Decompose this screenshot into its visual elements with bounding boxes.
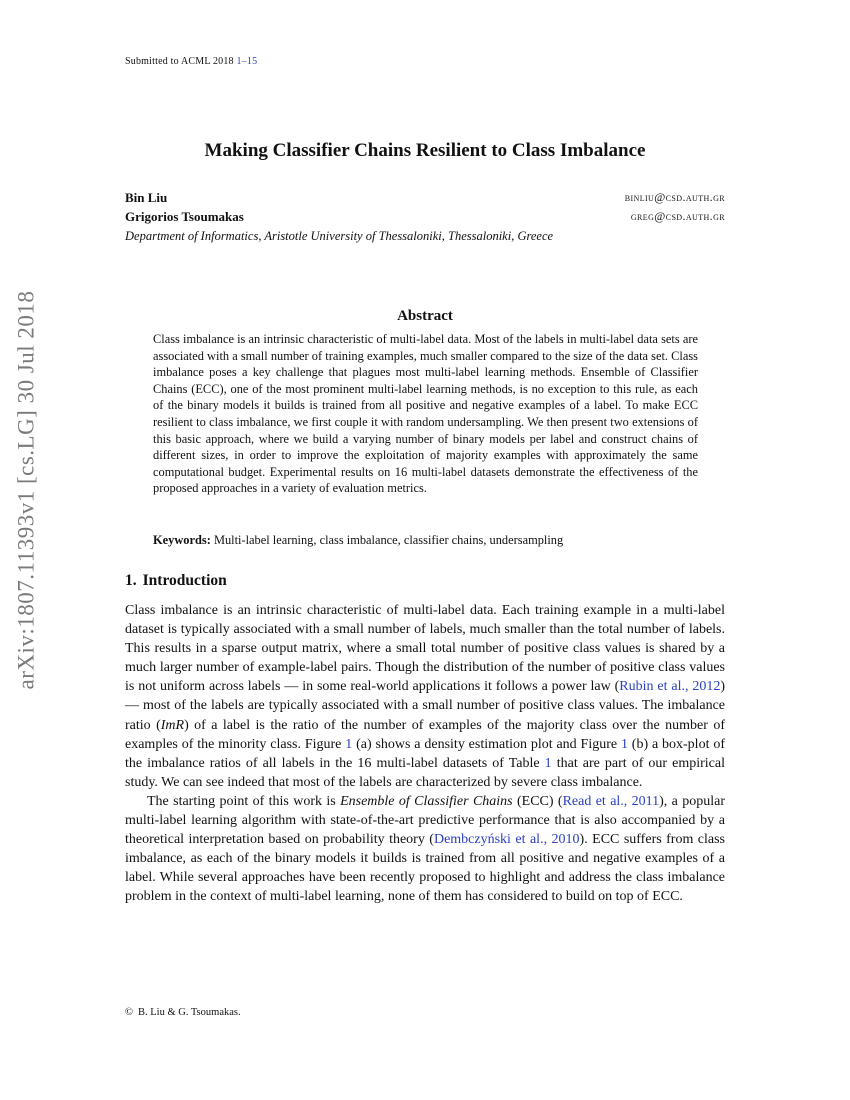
page-range-link[interactable]: 1–15 [236,56,258,67]
section-heading-introduction [125,572,227,590]
footer-copyright [125,1007,241,1018]
author-name: Grigorios Tsoumakas [125,209,244,224]
text-run: ), a popular multi-label learning algorithm with state-of-the-art predictive performance that is also accompanied by a theoretical interpretation based on probability theory ( [125,793,726,848]
text-run: (ECC) ( [512,793,563,809]
citation-rubin-link[interactable]: Rubin et al., 2012 [619,679,721,695]
section-number: 1. [125,572,137,589]
arxiv-stamp [2,290,50,690]
text-run: ) — most of the labels are typically associated with a small number of positive class values. The imbalance ratio ( [125,679,725,733]
abstract-body: Class imbalance is an intrinsic characteristic of multi-label data. Most of the labels in multi-label data sets are associated with a small number of training examples, much smaller compared to the size of the data set. Class imbalance poses a key challenge that plagues most multi-label learning methods. Ensemble of Classifier Chains (ECC), one of the most prominent multi-label learning methods, is no exception to this rule, as each of the binary models it builds is trained from all positive and negative examples of a label. To make ECC resilient to class imbalance, we first couple it with random undersampling. We then present two extensions of this basic approach, where we build a varying number of binary models per label and construct chains of different sizes, in order to improve the exploitation of majority examples with approximately the same computational budget. Experimental results on 16 multi-label datasets demonstrate the effectiveness of the proposed approaches in a variety of evaluation metrics. [153,332,698,496]
figure-1-link[interactable]: 1 [620,736,628,752]
submitted-text: Submitted to ACML 2018 [125,56,234,67]
intro-paragraph-1 [125,601,725,792]
text-run: ). ECC suffers from class imbalance, as each of the binary models it builds is trained from all positive and negative examples of a label. While several approaches have been recently proposed to highlight and address the class imbalance problem in the context of multi-label learning, none of them has considered to build on top of ECC. [125,832,726,905]
intro-paragraph-2 [125,792,725,907]
keywords-list: Multi-label learning, class imbalance, classifier chains, undersampling [213,533,564,547]
introduction-body [125,601,725,907]
keywords-line [153,532,698,549]
arxiv-id-text: arXiv:1807.11393v1 [cs.LG] 30 Jul 2018 [13,290,39,690]
affiliation: Department of Informatics, Aristotle University of Thessaloniki, Thessaloniki, Greece [125,229,554,243]
author-name: Bin Liu [125,190,168,205]
header-note [125,56,257,67]
author-row-1 [125,190,725,206]
author-email: greg@csd.auth.gr [630,209,725,223]
text-run: (a) shows a density estimation plot and Figure [352,736,621,752]
ecc-emphasis: Ensemble of Classifier Chains [340,793,513,809]
table-1-link[interactable]: 1 [544,755,552,771]
keywords-label: Keywords: [153,533,211,547]
author-email: binliu@csd.auth.gr [624,190,725,204]
copyright-icon: © [125,1007,133,1018]
text-run: that are part of our empirical study. We can see indeed that most of the labels are characterized by severe class imbalance. [125,755,725,790]
author-row-2 [125,209,725,225]
abstract-heading: Abstract [397,308,453,324]
figure-1-link[interactable]: 1 [345,736,353,752]
imr-math: ImR [160,717,185,733]
citation-read-link[interactable]: Read et al., 2011 [562,793,660,809]
paper-title: Making Classifier Chains Resilient to Class Imbalance [204,140,646,161]
text-run: ) of a label is the ratio of the number of examples of the majority class over the number of examples of the minority class. Figure [125,717,725,752]
text-run: (b) a box-plot of the imbalance ratios of all labels in the 16 multi-label datasets of Table [125,736,725,771]
text-run: Class imbalance is an intrinsic characteristic of multi-label data. Each training example in a multi-label dataset is typically associated with a small number of labels, much smaller than the total number of labels. This results in a sparse output matrix, where a small total number of positive class values is shared by a much larger number of example-label pairs. Though the distribution of the number of positive class values is not uniform across labels — in some real-world applications it follows a power law ( [125,603,725,695]
section-title: Introduction [142,572,227,589]
citation-dembczynski-link[interactable]: Dembczyński et al., 2010 [433,832,580,848]
text-run: The starting point of this work is [147,793,341,809]
footer-authors: B. Liu & G. Tsoumakas. [137,1007,241,1018]
